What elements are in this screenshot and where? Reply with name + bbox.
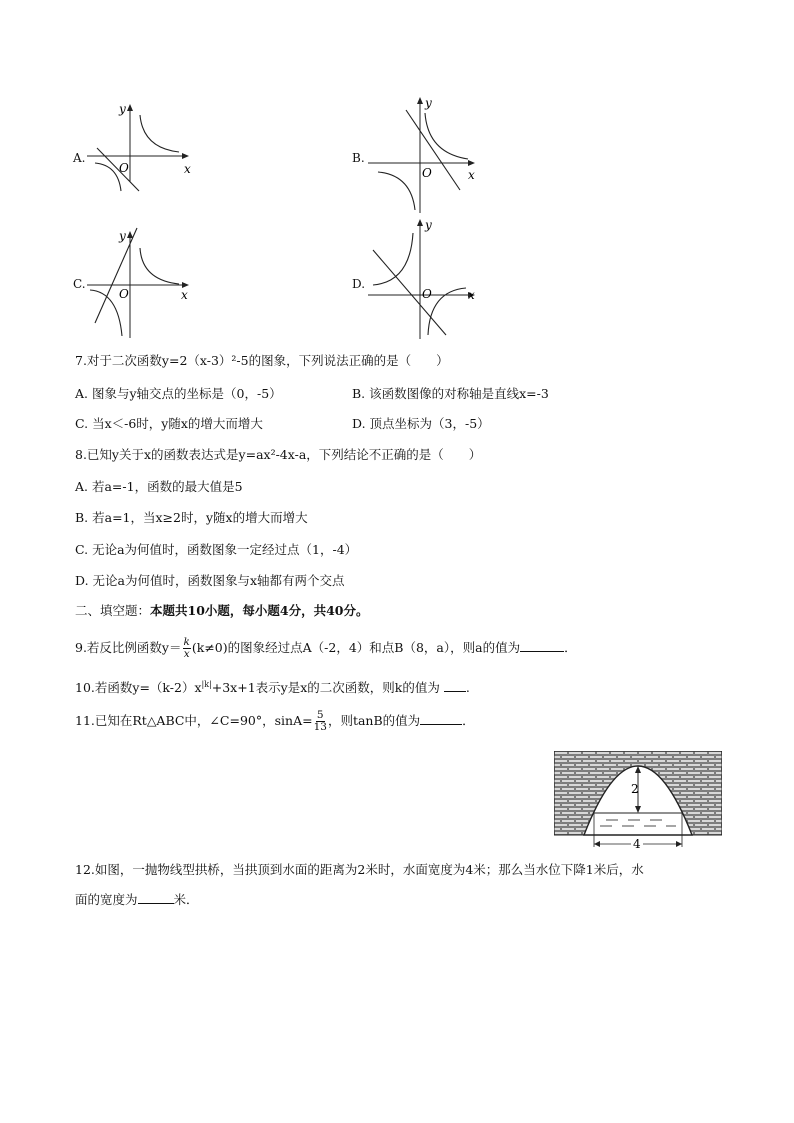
section-2-description: 本题共10小题，每小题4分，共40分。 — [150, 603, 369, 618]
fraction-5-over-13 — [314, 710, 327, 733]
x-axis-label: x — [184, 162, 191, 176]
question-7-stem: 7.对于二次函数y=2（x-3）²-5的图象，下列说法正确的是（ ） — [75, 353, 449, 368]
question-12-line-1: 12.如图，一抛物线型拱桥，当拱顶到水面的距离为2米时，水面宽度为4米；那么当水位下降1米后，水 — [75, 862, 644, 877]
q9-after: (k≠0)的图象经过点A（-2，4）和点B（8，a），则a的值为 — [191, 640, 521, 655]
question-9 — [75, 636, 577, 660]
fraction-denominator: 13 — [313, 721, 327, 733]
question-8-stem: 8.已知y关于x的函数表达式是y=ax²-4x-a，下列结论不正确的是（ ） — [75, 447, 482, 462]
section-2-prefix: 二、填空题： — [75, 603, 151, 618]
fraction-numerator: 5 — [316, 709, 324, 721]
y-axis-label: y — [119, 229, 126, 243]
bridge-height-label: 2 — [631, 782, 639, 796]
option-d-label: D. — [352, 277, 366, 291]
y-axis-label: y — [119, 102, 126, 116]
question-7-option-a: A. 图象与y轴交点的坐标是（0，-5） — [75, 386, 282, 401]
arch-bridge-figure — [554, 751, 722, 853]
q10-before: 10.若函数y=（k-2）x — [75, 680, 202, 696]
graph-option-a — [85, 103, 195, 187]
x-axis-label: x — [468, 288, 475, 302]
question-10 — [75, 676, 470, 697]
q9-end: ． — [564, 640, 577, 655]
origin-label: O — [422, 166, 432, 180]
q10-after: +3x+1表示y是x的二次函数，则k的值为 — [211, 680, 440, 696]
answer-blank[interactable] — [444, 679, 466, 692]
q11-end: ． — [462, 713, 475, 728]
question-8-option-a: A. 若a=-1，函数的最大值是5 — [75, 479, 243, 494]
q9-before: 9.若反比例函数y＝ — [75, 640, 182, 655]
graph-option-c — [85, 228, 195, 347]
q11-before: 11.已知在Rt△ABC中，∠C=90°，sinA= — [75, 713, 313, 728]
question-8-option-d: D. 无论a为何值时，函数图象与x轴都有两个交点 — [75, 573, 345, 588]
q12-before: 面的宽度为 — [75, 892, 138, 907]
q11-after: ，则tanB的值为 — [327, 713, 421, 728]
question-11 — [75, 709, 475, 733]
fraction-numerator: k — [183, 636, 190, 648]
question-8-option-b: B. 若a=1，当x≥2时，y随x的增大而增大 — [75, 510, 308, 525]
origin-label: O — [119, 161, 129, 175]
graph-option-b — [368, 95, 483, 224]
section-2-heading — [75, 602, 369, 620]
q12-after: 米． — [173, 892, 199, 907]
question-12-line-2 — [75, 891, 199, 909]
question-7-option-c: C. 当x＜-6时，y随x的增大而增大 — [75, 416, 263, 431]
question-7-option-d: D. 顶点坐标为（3，-5） — [352, 416, 490, 431]
answer-blank[interactable] — [420, 712, 462, 725]
x-axis-label: x — [181, 288, 188, 302]
answer-blank[interactable] — [520, 639, 564, 652]
q10-exponent: |k| — [201, 680, 212, 689]
x-axis-label: x — [468, 168, 475, 182]
y-axis-label: y — [425, 218, 432, 232]
origin-label: O — [119, 287, 129, 301]
fraction-denominator: x — [183, 648, 190, 660]
origin-label: O — [422, 287, 432, 301]
option-c-label: C. — [73, 277, 86, 291]
bridge-width-label: 4 — [633, 837, 641, 851]
option-a-label: A. — [73, 151, 86, 165]
question-7-option-b: B. 该函数图像的对称轴是直线x=-3 — [352, 386, 549, 401]
question-8-option-c: C. 无论a为何值时，函数图象一定经过点（1，-4） — [75, 542, 358, 557]
q10-end: . — [465, 680, 470, 696]
graph-option-d — [368, 215, 483, 349]
answer-blank[interactable] — [138, 891, 174, 904]
y-axis-label: y — [425, 96, 432, 110]
fraction-k-over-x — [183, 637, 191, 660]
option-b-label: B. — [352, 151, 365, 165]
